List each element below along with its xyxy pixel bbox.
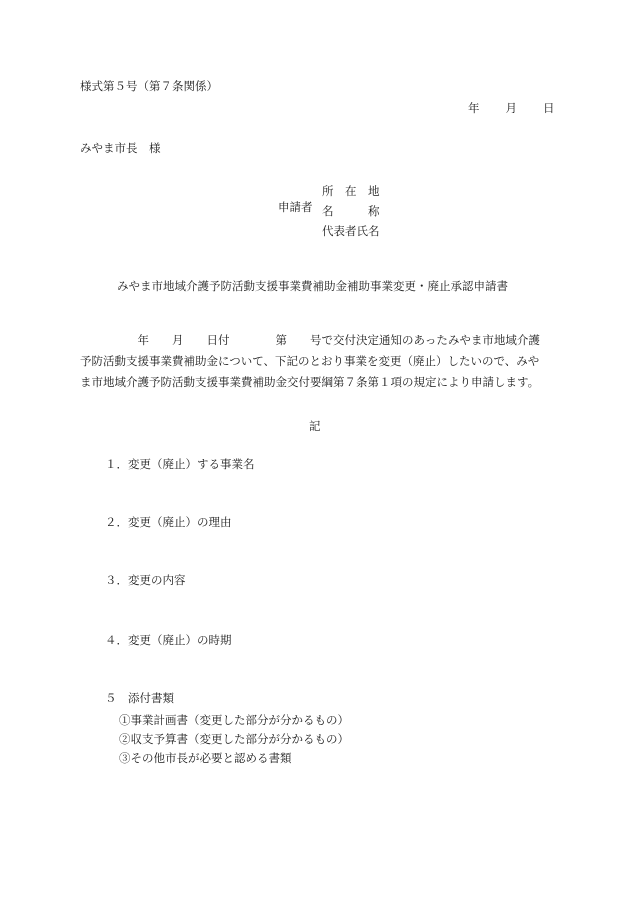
- addressee: みやま市長 様: [80, 141, 161, 155]
- ki-heading: 記: [309, 419, 321, 433]
- month-label: 月: [505, 101, 517, 115]
- item-timing: ４．変更（廃止）の時期: [105, 633, 232, 647]
- attachment-list: [119, 711, 349, 768]
- representative-label: 代表者氏名: [322, 224, 380, 238]
- document-title: みやま市地域介護予防活動支援事業費補助金補助事業変更・廃止承認申請書: [117, 279, 508, 293]
- body-line: ま市地域介護予防活動支援事業費補助金交付要綱第７条第１項の規定により申請します。: [80, 375, 540, 389]
- day-label: 日: [543, 101, 555, 115]
- list-item: ①事業計画書（変更した部分が分かるもの）: [119, 713, 349, 727]
- list-item: ③その他市長が必要と認める書類: [119, 751, 292, 765]
- list-item: ②収支予算書（変更した部分が分かるもの）: [119, 732, 349, 746]
- item-attachments: ５ 添付書類: [105, 691, 174, 705]
- item-content: ３．変更の内容: [105, 573, 186, 587]
- item-project-name: １．変更（廃止）する事業名: [105, 457, 255, 471]
- body-line: 年 月 日付 第 号で交付決定通知のあったみやま市地域介護: [80, 333, 540, 347]
- address-label: 所 在 地: [322, 184, 380, 198]
- body-line: 予防活動支援事業費補助金について、下記のとおり事業を変更（廃止）したいので、みや: [80, 354, 540, 368]
- year-label: 年: [468, 101, 480, 115]
- date-line: [468, 102, 555, 116]
- name-label: 名 称: [322, 204, 380, 218]
- form-number: 様式第５号（第７条関係）: [80, 79, 218, 93]
- applicant-label: 申請者: [278, 200, 313, 214]
- applicant-fields: [322, 181, 380, 241]
- body-paragraph: [80, 330, 555, 393]
- item-reason: ２．変更（廃止）の理由: [105, 515, 232, 529]
